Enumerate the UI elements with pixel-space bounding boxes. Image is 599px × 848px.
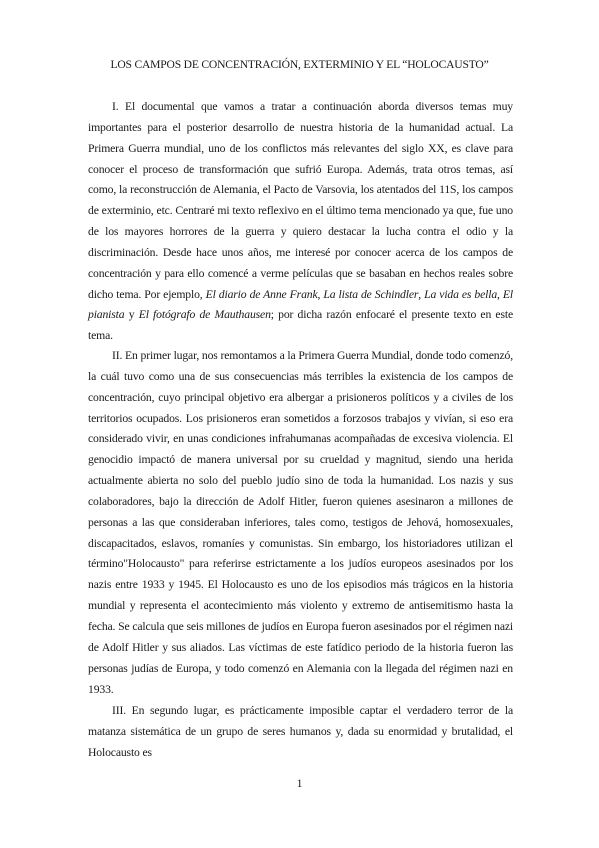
film-title-pianista: El pianista — [88, 287, 514, 322]
film-title-anne-frank: El diario de Anne Frank — [205, 287, 318, 301]
separator: , — [497, 287, 503, 301]
paragraph-1 — [88, 97, 513, 347]
separator: y — [124, 308, 139, 322]
paragraph-1-text-before: I. El documental que vamos a tratar a continuación aborda diversos temas muy importantes para el posterior desarrollo de nuestra historia de la humanidad actual. La Primera Guerra mundial, uno de los conflictos más relevantes del siglo XX, es clave para conocer el proceso de transformación que sufrió Europa. Además, trata otros temas, así como, la reconstrucción de Alemania, el Pacto de Varsovia, los atentados del 11S, los campos de exterminio, etc. Centraré mi texto reflexivo en el último tema mencionado ya que, fue uno de los mayores horrores de la guerra y quiero destacar la lucha contra el odio y la discriminación. Desde hace unos años, me interesé por conocer acerca de los campos de concentración y para ello comencé a verme películas que se basaban en hechos reales sobre dicho tema. Por ejemplo, — [88, 100, 513, 301]
paragraph-1-text-after: ; por dicha razón enfocaré el presente texto en este tema. — [88, 308, 513, 343]
paragraph-2: II. En primer lugar, nos remontamos a la Primera Guerra Mundial, donde todo comenzó, la cuál tuvo como una de sus consecuencias más terribles la existencia de los campos de concentración, cuyo principal objetivo era albergar a prisioneros políticos y a civiles de los territorios ocupados. Los prisioneros eran sometidos a forzosos trabajos y vivían, si eso era considerado vivir, en unas condiciones infrahumanas acompañadas de excesiva violencia. El genocidio impactó de manera universal por su crueldad y magnitud, siendo una herida actualmente abierta no solo del pueblo judío sino de toda la humanidad. Los nazis y sus colaboradores, bajo la dirección de Adolf Hitler, fueron quienes asesinaron a millones de personas a las que consideraban inferiores, tales como, testigos de Jehová, homosexuales, discapacitados, eslavos, romaníes y comunistas. Sin embargo, los historiadores utilizan el término"Holocausto" para referirse estrictamente a los judíos europeos asesinados por los nazis entre 1933 y 1945. El Holocausto es uno de los episodios más trágicos en la historia mundial y representa el acontecimiento más violento y extremo de antisemitismo hasta la fecha. Se calcula que seis millones de judíos en Europa fueron asesinados por el régimen nazi de Adolf Hitler y sus aliados. Las víctimas de este fatídico periodo de la historia fueron las personas judías de Europa, y todo comenzó en Alemania con la llegada del régimen nazi en 1933. — [88, 349, 513, 696]
paragraph-3: III. En segundo lugar, es prácticamente imposible captar el verdadero terror de la matanza sistemática de un grupo de seres humanos y, dada su enormidad y brutalidad, el Holocausto es — [88, 704, 513, 759]
document-title: LOS CAMPOS DE CONCENTRACIÓN, EXTERMINIO Y EL “HOLOCAUSTO” — [110, 58, 489, 71]
film-title-vida-bella: La vida es bella — [424, 287, 498, 301]
page-number: 1 — [296, 777, 303, 790]
separator: , — [418, 287, 425, 301]
film-title-mauthausen: El fotógrafo de Mauthausen — [138, 308, 271, 322]
film-title-schindler: La lista de Schindler — [323, 287, 419, 301]
separator: , — [317, 287, 324, 301]
